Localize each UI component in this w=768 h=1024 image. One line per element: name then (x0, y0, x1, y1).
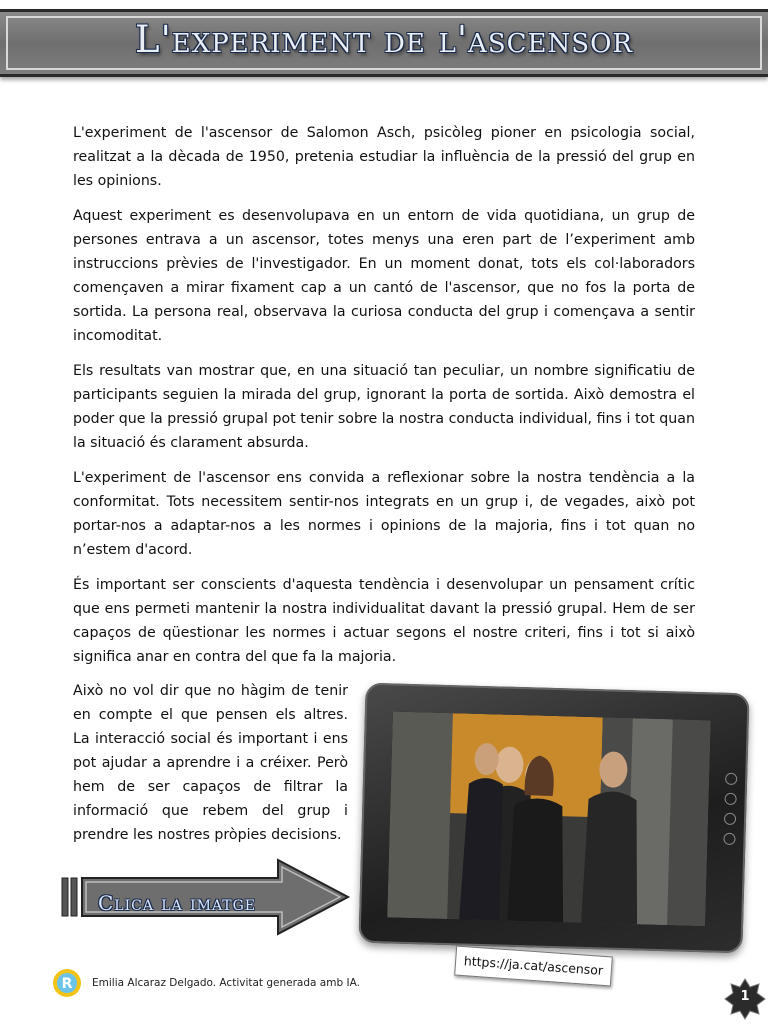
side-paragraph: Això no vol dir que no hàgim de tenir en compte el que pensen els altres. La interacció social és important i ens pot ajudar a aprendre i a créixer. Però hem de ser capaços de filtrar la informació que rebem del grup i prendre les nostres pròpies decisions. (73, 683, 348, 843)
tablet-button-icon (725, 773, 737, 785)
tablet-image-link[interactable] (358, 683, 749, 954)
paragraph-5: És important ser conscients d'aquesta tendència i desenvolupar un pensament crític que ens permeti mantenir la nostra individualitat davant la pressió grupal. Hem de ser capaços de qüestionar les normes i actuar segons el nostre criteri, fins i tot si això significa anar en contra del que fa la majoria. (73, 577, 695, 665)
click-image-arrow-button[interactable] (60, 858, 352, 938)
article-body (73, 121, 695, 680)
side-paragraph-container (73, 679, 348, 847)
paragraph-1: L'experiment de l'ascensor de Salomon Asch, psicòleg pioner en psicologia social, realitzat a la dècada de 1950, pretenia estudiar la influència de la pressió del grup en les opinions. (73, 125, 695, 189)
elevator-photo[interactable] (387, 711, 711, 926)
footer (52, 968, 360, 998)
tablet-button-icon (724, 813, 736, 825)
elevator-scene-illustration (387, 711, 711, 926)
footer-logo-letter: R (61, 976, 73, 992)
paragraph-3: Els resultats van mostrar que, en una situació tan peculiar, un nombre significatiu de participants seguien la mirada del grup, ignorant la porta de sortida. Això demostra el poder que la pressió grupal pot tenir sobre la nostra conducta individual, fins i tot quan la situació és clarament absurda. (73, 363, 695, 451)
r-logo-icon (52, 968, 82, 998)
tablet-button-icon (724, 793, 736, 805)
page-title: L'experiment de l'ascensor (135, 18, 633, 61)
arrow-button-label: Clica la imatge (98, 891, 257, 915)
page-number-badge (724, 978, 766, 1020)
tablet-button-icon (723, 833, 735, 845)
paragraph-4: L'experiment de l'ascensor ens convida a reflexionar sobre la nostra tendència a la conformitat. Tots necessitem sentir-nos integrats en un grup i, de vegades, això pot portar-nos a adaptar-nos a les normes i opinions de la majoria, fins i tot quan no n’estem d'acord. (73, 470, 695, 558)
footer-credit: Emilia Alcaraz Delgado. Activitat generada amb IA. (92, 977, 360, 989)
title-banner (0, 9, 768, 77)
link-url[interactable]: https://ja.cat/ascensor (454, 946, 613, 987)
page-number: 1 (740, 989, 750, 1004)
paragraph-2: Aquest experiment es desenvolupava en un entorn de vida quotidiana, un grup de persones entrava a un ascensor, totes menys una eren part de l’experiment amb instruccions prèvies de l'investigador. En un moment donat, tots els col·laboradors començaven a mirar fixament cap a un cantó de l'ascensor, que no fos la porta de sortida. La persona real, observava la curiosa conducta del grup i començava a sentir incomoditat. (73, 208, 695, 344)
